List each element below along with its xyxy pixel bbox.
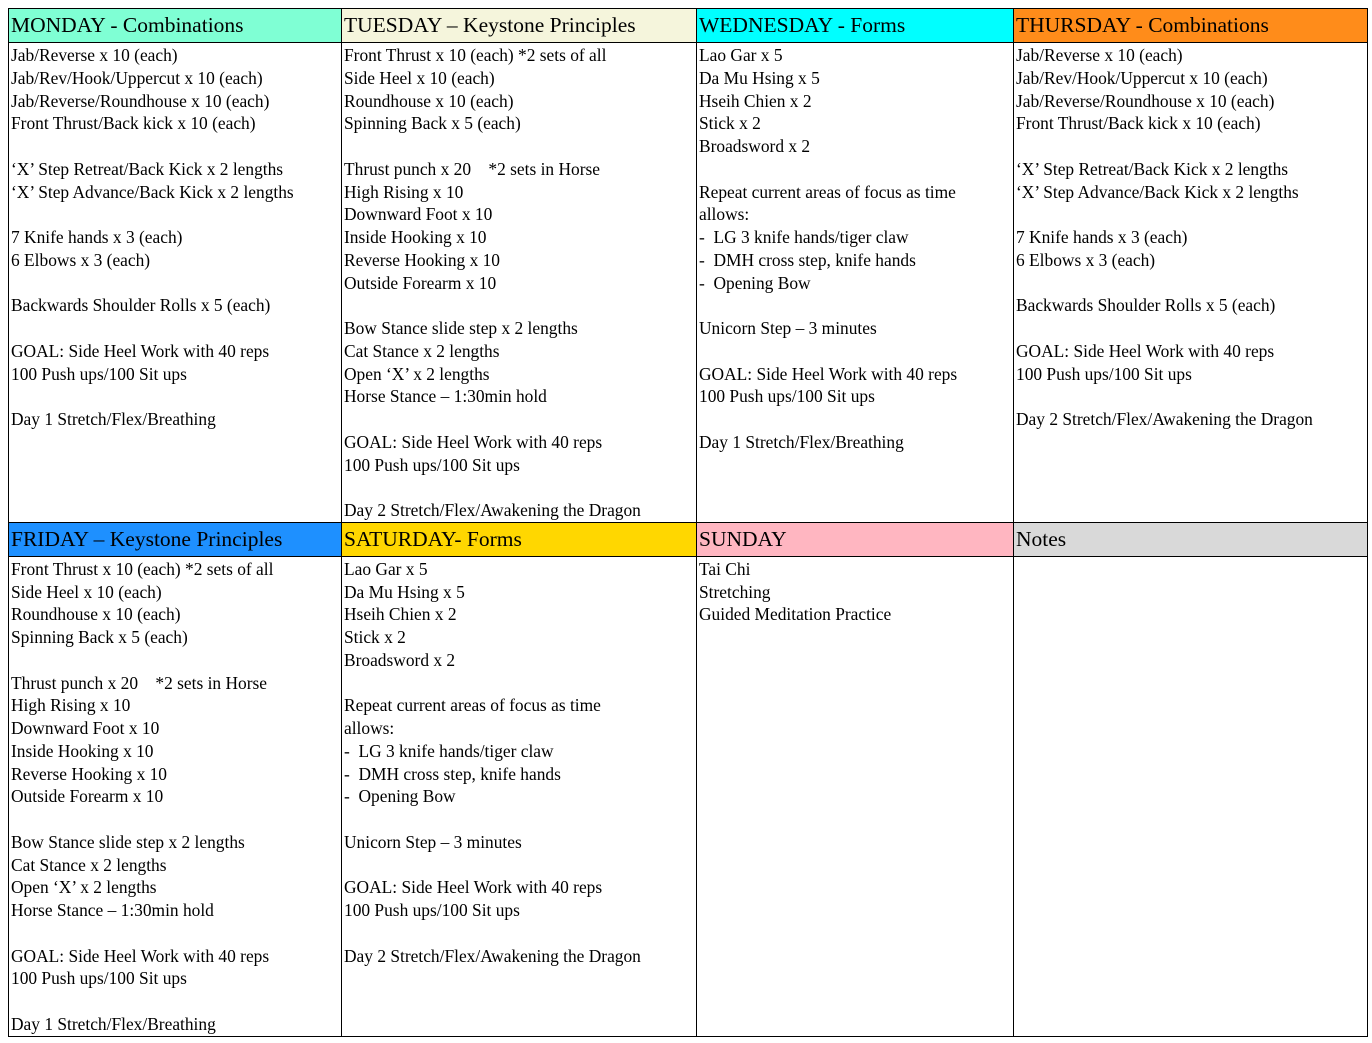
schedule-line: 100 Push ups/100 Sit ups bbox=[344, 900, 520, 920]
schedule-line: GOAL: Side Heel Work with 40 reps bbox=[11, 340, 270, 361]
schedule-line: Downward Foot x 10 bbox=[11, 718, 160, 738]
schedule-line: Thrust punch x 20 *2 sets in Horse bbox=[344, 158, 601, 179]
schedule-line: Downward Foot x 10 bbox=[344, 204, 493, 225]
schedule-line: Inside Hooking x 10 bbox=[11, 740, 154, 761]
blank-line bbox=[344, 672, 696, 695]
schedule-line: Spinning Back x 5 (each) bbox=[11, 627, 188, 647]
schedule-line: Front Thrust/Back kick x 10 (each) bbox=[11, 113, 256, 134]
cell-friday bbox=[9, 556, 342, 1036]
schedule-line: Da Mu Hsing x 5 bbox=[344, 581, 465, 602]
cell-wednesday bbox=[697, 43, 1014, 523]
schedule-line: Repeat current areas of focus as time bbox=[699, 181, 956, 202]
schedule-line: - Opening Bow bbox=[344, 786, 456, 807]
schedule-line: allows: bbox=[699, 204, 750, 225]
schedule-line: Unicorn Step – 3 minutes bbox=[344, 831, 522, 852]
schedule-line: - LG 3 knife hands/tiger claw bbox=[699, 227, 909, 247]
content-row-2 bbox=[9, 556, 1368, 1036]
schedule-line: 7 Knife hands x 3 (each) bbox=[1016, 227, 1188, 247]
schedule-line: Jab/Reverse/Roundhouse x 10 (each) bbox=[1016, 90, 1275, 111]
content-row-1 bbox=[9, 43, 1368, 523]
schedule-line: Side Heel x 10 (each) bbox=[11, 581, 162, 602]
schedule-line: Inside Hooking x 10 bbox=[344, 227, 487, 247]
schedule-line: Cat Stance x 2 lengths bbox=[344, 340, 500, 361]
blank-line bbox=[699, 408, 1013, 431]
schedule-line: Open ‘X’ x 2 lengths bbox=[344, 363, 490, 384]
cell-monday bbox=[9, 43, 342, 523]
blank-line bbox=[11, 203, 341, 226]
schedule-line: 100 Push ups/100 Sit ups bbox=[11, 968, 187, 989]
schedule-line: Da Mu Hsing x 5 bbox=[699, 67, 820, 88]
schedule-line: Front Thrust/Back kick x 10 (each) bbox=[1016, 113, 1261, 134]
schedule-line: Side Heel x 10 (each) bbox=[344, 67, 495, 88]
blank-line bbox=[344, 408, 696, 431]
schedule-line: GOAL: Side Heel Work with 40 reps bbox=[344, 431, 603, 452]
schedule-line: - DMH cross step, knife hands bbox=[344, 763, 561, 784]
schedule-line: Broadsword x 2 bbox=[699, 136, 811, 156]
blank-line bbox=[1016, 385, 1367, 408]
schedule-line: Jab/Reverse/Roundhouse x 10 (each) bbox=[11, 90, 270, 111]
header-friday: FRIDAY – Keystone Principles bbox=[9, 522, 342, 556]
schedule-line: 7 Knife hands x 3 (each) bbox=[11, 227, 183, 247]
schedule-line: Roundhouse x 10 (each) bbox=[344, 90, 514, 111]
schedule-line: ‘X’ Step Retreat/Back Kick x 2 lengths bbox=[1016, 158, 1289, 179]
schedule-line: Backwards Shoulder Rolls x 5 (each) bbox=[1016, 295, 1276, 316]
schedule-line: Front Thrust x 10 (each) *2 sets of all bbox=[11, 558, 274, 579]
schedule-line: GOAL: Side Heel Work with 40 reps bbox=[11, 945, 270, 966]
schedule-line: GOAL: Side Heel Work with 40 reps bbox=[699, 363, 958, 384]
schedule-line: Stretching bbox=[699, 581, 771, 602]
schedule-line: 100 Push ups/100 Sit ups bbox=[1016, 363, 1192, 384]
blank-line bbox=[344, 135, 696, 158]
schedule-line: Jab/Rev/Hook/Uppercut x 10 (each) bbox=[1016, 67, 1268, 88]
blank-line bbox=[11, 649, 341, 672]
schedule-line: Tai Chi bbox=[699, 558, 751, 579]
header-row-1 bbox=[9, 9, 1368, 43]
blank-line bbox=[11, 922, 341, 945]
schedule-line: 100 Push ups/100 Sit ups bbox=[344, 454, 520, 475]
schedule-line: Hseih Chien x 2 bbox=[699, 90, 812, 111]
cell-notes[interactable] bbox=[1014, 556, 1368, 1036]
schedule-line: Repeat current areas of focus as time bbox=[344, 695, 601, 716]
schedule-line: Bow Stance slide step x 2 lengths bbox=[11, 831, 245, 852]
schedule-line: - Opening Bow bbox=[699, 272, 811, 293]
schedule-line: Outside Forearm x 10 bbox=[344, 272, 497, 293]
blank-line bbox=[11, 135, 341, 158]
schedule-line: Spinning Back x 5 (each) bbox=[344, 113, 521, 134]
header-tuesday: TUESDAY – Keystone Principles bbox=[342, 9, 697, 43]
blank-line bbox=[1016, 317, 1367, 340]
schedule-line: Stick x 2 bbox=[699, 113, 761, 134]
cell-tuesday bbox=[342, 43, 697, 523]
schedule-line: Jab/Reverse x 10 (each) bbox=[1016, 45, 1183, 65]
schedule-line: Day 2 Stretch/Flex/Awakening the Dragon bbox=[344, 945, 641, 966]
schedule-line: Day 1 Stretch/Flex/Breathing bbox=[11, 1013, 216, 1034]
schedule-line: Broadsword x 2 bbox=[344, 649, 456, 670]
header-monday: MONDAY - Combinations bbox=[9, 9, 342, 43]
blank-line bbox=[11, 272, 341, 295]
schedule-line: Bow Stance slide step x 2 lengths bbox=[344, 318, 578, 338]
schedule-line: Stick x 2 bbox=[344, 627, 406, 647]
schedule-line: allows: bbox=[344, 718, 395, 738]
blank-line bbox=[699, 158, 1013, 181]
schedule-line: Day 1 Stretch/Flex/Breathing bbox=[11, 409, 216, 429]
schedule-line: Thrust punch x 20 *2 sets in Horse bbox=[11, 672, 268, 693]
schedule-line: Day 2 Stretch/Flex/Awakening the Dragon bbox=[1016, 409, 1313, 429]
schedule-line: Lao Gar x 5 bbox=[699, 45, 783, 65]
schedule-line: Day 2 Stretch/Flex/Awakening the Dragon bbox=[344, 500, 641, 520]
blank-line bbox=[344, 294, 696, 317]
schedule-line: Lao Gar x 5 bbox=[344, 558, 428, 579]
schedule-line: GOAL: Side Heel Work with 40 reps bbox=[344, 877, 603, 898]
blank-line bbox=[344, 808, 696, 831]
schedule-line: Day 1 Stretch/Flex/Breathing bbox=[699, 431, 904, 452]
cell-thursday bbox=[1014, 43, 1368, 523]
schedule-line: Front Thrust x 10 (each) *2 sets of all bbox=[344, 45, 607, 65]
schedule-line: Reverse Hooking x 10 bbox=[344, 249, 501, 270]
blank-line bbox=[344, 476, 696, 499]
header-sunday: SUNDAY bbox=[697, 522, 1014, 556]
schedule-line: Outside Forearm x 10 bbox=[11, 786, 164, 807]
weekly-schedule-table bbox=[8, 8, 1368, 1037]
cell-sunday bbox=[697, 556, 1014, 1036]
schedule-line: Guided Meditation Practice bbox=[699, 604, 892, 625]
blank-line bbox=[11, 990, 341, 1013]
schedule-line: Roundhouse x 10 (each) bbox=[11, 604, 181, 625]
header-row-2 bbox=[9, 522, 1368, 556]
header-wednesday: WEDNESDAY - Forms bbox=[697, 9, 1014, 43]
schedule-line: Jab/Reverse x 10 (each) bbox=[11, 45, 178, 65]
header-saturday: SATURDAY- Forms bbox=[342, 522, 697, 556]
schedule-line: 100 Push ups/100 Sit ups bbox=[11, 363, 187, 384]
blank-line bbox=[1016, 272, 1367, 295]
schedule-line: ‘X’ Step Retreat/Back Kick x 2 lengths bbox=[11, 158, 284, 179]
schedule-line: Unicorn Step – 3 minutes bbox=[699, 318, 877, 338]
schedule-line: High Rising x 10 bbox=[344, 181, 464, 202]
schedule-line: ‘X’ Step Advance/Back Kick x 2 lengths bbox=[1016, 181, 1299, 202]
blank-line bbox=[11, 808, 341, 831]
blank-line bbox=[344, 922, 696, 945]
schedule-line: Open ‘X’ x 2 lengths bbox=[11, 877, 157, 898]
schedule-line: High Rising x 10 bbox=[11, 695, 131, 716]
schedule-line: Jab/Rev/Hook/Uppercut x 10 (each) bbox=[11, 67, 263, 88]
schedule-line: GOAL: Side Heel Work with 40 reps bbox=[1016, 340, 1275, 361]
schedule-line: - LG 3 knife hands/tiger claw bbox=[344, 740, 554, 761]
blank-line bbox=[1016, 203, 1367, 226]
blank-line bbox=[344, 854, 696, 877]
schedule-line: Backwards Shoulder Rolls x 5 (each) bbox=[11, 295, 271, 316]
schedule-line: Reverse Hooking x 10 bbox=[11, 763, 168, 784]
blank-line bbox=[11, 385, 341, 408]
cell-saturday bbox=[342, 556, 697, 1036]
schedule-line: Cat Stance x 2 lengths bbox=[11, 854, 167, 875]
header-notes: Notes bbox=[1014, 522, 1368, 556]
header-thursday: THURSDAY - Combinations bbox=[1014, 9, 1368, 43]
schedule-line: 6 Elbows x 3 (each) bbox=[11, 249, 151, 270]
schedule-line: Horse Stance – 1:30min hold bbox=[344, 386, 547, 407]
blank-line bbox=[11, 317, 341, 340]
schedule-line: 100 Push ups/100 Sit ups bbox=[699, 386, 875, 407]
schedule-line: - DMH cross step, knife hands bbox=[699, 249, 916, 270]
blank-line bbox=[1016, 135, 1367, 158]
blank-line bbox=[699, 294, 1013, 317]
schedule-line: Hseih Chien x 2 bbox=[344, 604, 457, 625]
schedule-line: Horse Stance – 1:30min hold bbox=[11, 900, 214, 920]
schedule-line: 6 Elbows x 3 (each) bbox=[1016, 249, 1156, 270]
blank-line bbox=[699, 340, 1013, 363]
schedule-line: ‘X’ Step Advance/Back Kick x 2 lengths bbox=[11, 181, 294, 202]
